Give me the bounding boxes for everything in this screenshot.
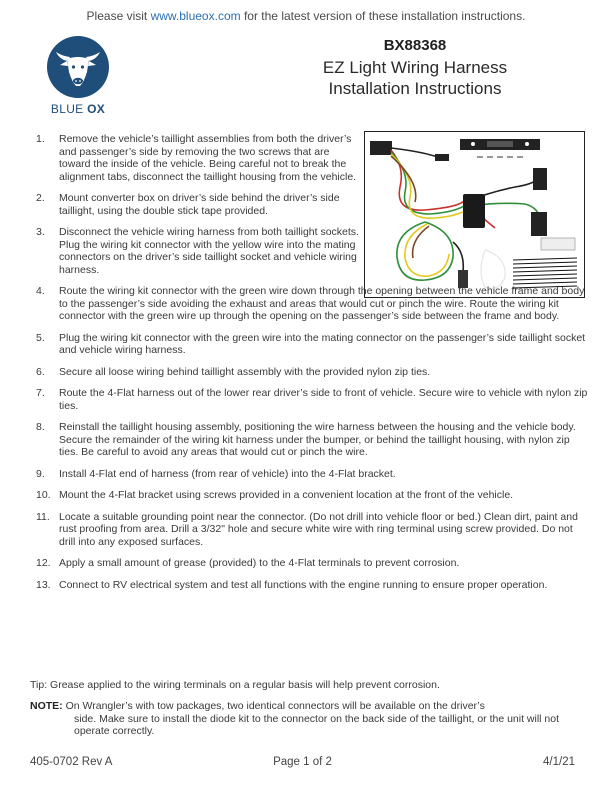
note-label: NOTE: xyxy=(30,700,63,712)
page-footer xyxy=(30,756,575,772)
step-1: 1. Remove the vehicle’s taillight assemblies from both the driver’s and passenger’s side by removing the two screws that are toward the inside of the vehicle. Being careful not to break the alignment tabs, disconnect the taillight housing from the vehicle. xyxy=(36,133,357,183)
website-notice xyxy=(0,9,612,23)
step-5: 5. Plug the wiring kit connector with the green wire into the mating connector on the passenger’s side taillight socket and vehicle wiring harness. xyxy=(36,331,586,356)
step-7: 7. Route the 4-Flat harness out of the lower rear driver’s side to front of vehicle. Secure wire to vehicle with nylon zip ties. xyxy=(36,387,588,412)
instruction-steps xyxy=(30,133,589,600)
revision-date: 4/1/21 xyxy=(543,756,575,768)
note-block xyxy=(30,700,575,738)
title-line-2: Installation Instructions xyxy=(328,79,502,98)
note-line-2: side. Make sure to install the diode kit to the connector on the back side of the taillight, or the unit will not operate correctly. xyxy=(74,712,560,737)
part-number: 405-0702 Rev A xyxy=(30,756,113,768)
logo-word-blue: BLUE xyxy=(50,102,84,116)
step-2: 2. Mount converter box on driver’s side behind the driver’s side taillight, using the double stick tape provided. xyxy=(36,192,340,217)
logo-word-ox: OX xyxy=(87,102,106,116)
step-8: 8. Reinstall the taillight housing assembly, positioning the wire harness between the housing and the vehicle body. Secure the remainder of the wiring kit harness under the bumper, or behind the taillight housing, with nylon zip ties. Be careful to avoid any areas that would cut or pinch the wire. xyxy=(36,421,576,458)
step-13: 13. Connect to RV electrical system and test all functions with the engine running to ensure proper operation. xyxy=(36,578,548,591)
step-3: 3. Disconnect the vehicle wiring harness from both taillight sockets. Plug the wiring kit connector with the yellow wire into the mating connectors on the driver’s side taillight socket and vehicle wiring harness. xyxy=(36,226,359,276)
tip-text: Tip: Grease applied to the wiring terminals on a regular basis will help prevent corrosion. xyxy=(30,679,440,691)
step-10: 10. Mount the 4-Flat bracket using screws provided in a convenient location at the front of the vehicle. xyxy=(36,489,514,501)
blue-ox-logo xyxy=(46,34,110,120)
step-11: 11. Locate a suitable grounding point near the connector. (Do not drill into vehicle floor or bed.) Clean dirt, paint and rust proofing from area. Drill a 3/32" hole and secure white wire with ring terminal using screw provided. Do not drill into any exposed surfaces. xyxy=(36,510,578,548)
document-header xyxy=(280,37,550,99)
model-number: BX88368 xyxy=(383,37,447,54)
website-link[interactable]: www.blueox.com xyxy=(150,9,241,23)
ox-head-icon xyxy=(46,34,110,100)
step-9: 9. Install 4-Flat end of harness (from rear of vehicle) into the 4-Flat bracket. xyxy=(36,467,396,480)
notice-prefix: Please visit xyxy=(86,9,151,23)
step-12: 12. Apply a small amount of grease (provided) to the 4-Flat terminals to prevent corrosion. xyxy=(36,557,460,569)
notice-suffix: for the latest version of these installation instructions. xyxy=(240,9,526,23)
page-number: Page 1 of 2 xyxy=(273,756,332,768)
note-line-1: On Wrangler’s with tow packages, two identical connectors will be available on the driver’s xyxy=(62,700,485,712)
title-line-1: EZ Light Wiring Harness xyxy=(322,58,508,77)
step-4: 4. Route the wiring kit connector with the green wire down through the opening between the vehicle frame and body to the passenger’s side avoiding the exhaust and areas that would cut or pinch the wire. Route the wiring kit connector with the green wire up through the opening on the passenger’s side between the frame and body. xyxy=(36,285,585,322)
logo-wordmark xyxy=(46,102,110,116)
step-6: 6. Secure all loose wiring behind taillight assembly with the provided nylon zip ties. xyxy=(36,365,431,378)
